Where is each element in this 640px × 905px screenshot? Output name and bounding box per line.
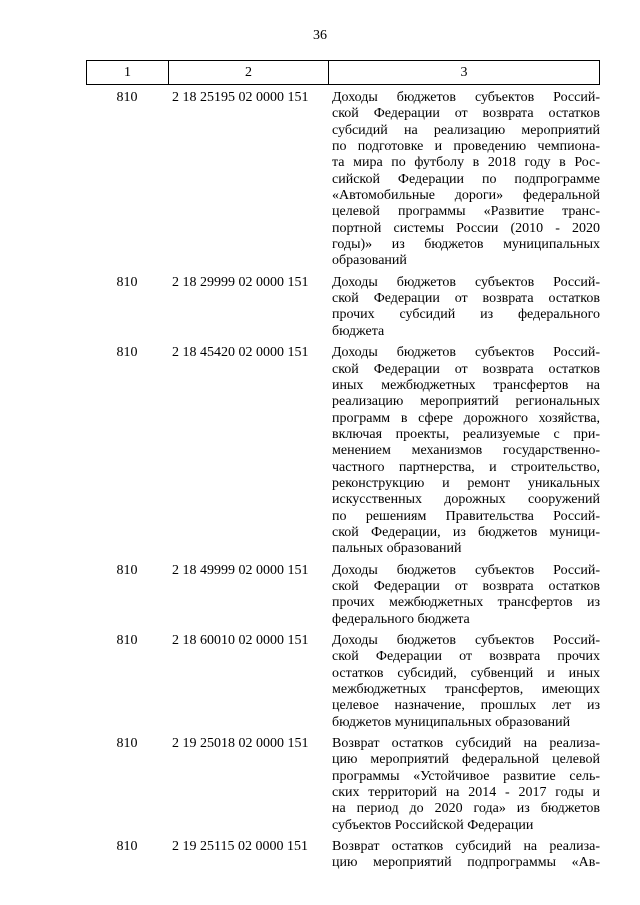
description-line: ской Федерации от возврата остатков	[332, 291, 600, 307]
description-line: прочих субсидий из федерального	[332, 307, 600, 323]
income-description	[328, 345, 600, 557]
description-line: иных межбюджетных трансфертов на	[332, 377, 600, 393]
budget-classification-code: 2 18 45420 02 0000 151	[172, 345, 309, 361]
income-description	[328, 633, 600, 731]
description-line: Доходы бюджетов субъектов Россий-	[332, 90, 600, 105]
description-line: субъектов Российской Федерации	[332, 817, 534, 833]
description-line: федерального бюджета	[332, 611, 470, 627]
description-line: сийской Федерации по подпрограмме	[332, 171, 600, 187]
table-row	[86, 633, 600, 731]
description-line: целевое назначение, прошлых лет из	[332, 698, 600, 714]
description-line: частного партнерства, и строительство,	[332, 459, 600, 475]
budget-code-table	[86, 60, 600, 872]
table-row	[86, 275, 600, 340]
description-line: по подготовке и проведению чемпиона-	[332, 139, 600, 155]
budget-classification-code: 2 19 25018 02 0000 151	[172, 736, 309, 752]
description-line: Возврат остатков субсидий на реализа-	[332, 839, 600, 855]
description-line: межбюджетных трансфертов, имеющих	[332, 682, 600, 698]
income-description	[328, 839, 600, 872]
budget-classification-code: 2 18 29999 02 0000 151	[172, 274, 309, 290]
description-line: Доходы бюджетов субъектов Россий-	[332, 345, 600, 361]
budget-classification-code: 2 18 25195 02 0000 151	[172, 90, 309, 105]
income-description	[328, 563, 600, 628]
admin-code: 810	[116, 633, 138, 648]
description-line: ской Федерации от возврата прочих	[332, 649, 600, 665]
description-line: на период до 2020 года» из бюджетов	[332, 801, 600, 817]
budget-classification-code: 2 18 49999 02 0000 151	[172, 562, 309, 578]
table-row	[86, 563, 600, 628]
admin-code: 810	[116, 736, 138, 752]
table-row	[86, 839, 600, 872]
description-line: цию мероприятий подпрограммы «Ав-	[332, 855, 600, 871]
description-line: программ в сфере дорожного хозяйства,	[332, 410, 600, 426]
description-line: цию мероприятий федеральной целевой	[332, 752, 600, 768]
table-body	[86, 90, 600, 872]
admin-code: 810	[116, 562, 138, 578]
description-line: Доходы бюджетов субъектов Россий-	[332, 274, 600, 290]
budget-classification-code: 2 18 60010 02 0000 151	[172, 633, 309, 648]
description-line: остатков субсидий, субвенций и иных	[332, 665, 600, 681]
admin-code: 810	[116, 274, 138, 290]
description-line: ских территорий на 2014 - 2017 годы и	[332, 785, 600, 801]
description-line: бюджетов муниципальных образований	[332, 714, 571, 730]
description-line: ской Федерации от возврата остатков	[332, 578, 600, 594]
description-line: ской Федерации от возврата остатков	[332, 106, 600, 122]
description-line: та мира по футболу в 2018 году в Рос-	[332, 155, 600, 171]
description-line: целевой программы «Развитие транс-	[332, 204, 600, 220]
table-row	[86, 736, 600, 834]
description-line: портной системы России (2010 - 2020	[332, 220, 600, 236]
description-line: реализацию мероприятий региональных	[332, 394, 600, 410]
description-line: программы «Устойчивое развитие сель-	[332, 768, 600, 784]
page-number: 36	[313, 28, 327, 43]
description-line: менением механизмов государственно-	[332, 443, 600, 459]
income-description	[328, 90, 600, 270]
description-line: ской Федерации от возврата остатков	[332, 361, 600, 377]
income-description	[328, 736, 600, 834]
table-row	[86, 345, 600, 557]
admin-code: 810	[116, 90, 138, 105]
table-row	[86, 90, 600, 270]
table-header	[86, 60, 600, 85]
description-line: искусственных дорожных сооружений	[332, 492, 600, 508]
description-line: бюджета	[332, 323, 385, 339]
admin-code: 810	[116, 839, 138, 855]
description-line: Возврат остатков субсидий на реализа-	[332, 736, 600, 752]
description-line: «Автомобильные дороги» федеральной	[332, 188, 600, 204]
description-line: реконструкцию и ремонт уникальных	[332, 475, 600, 491]
description-line: Доходы бюджетов субъектов Россий-	[332, 633, 600, 648]
header-col-1: 1	[87, 61, 169, 84]
budget-classification-code: 2 19 25115 02 0000 151	[172, 839, 308, 855]
header-col-3: 3	[460, 65, 468, 80]
admin-code: 810	[116, 345, 138, 361]
header-col-2: 2	[169, 61, 329, 84]
description-line: прочих межбюджетных трансфертов из	[332, 595, 600, 611]
income-description	[328, 275, 600, 340]
description-line: ской Федерации, из бюджетов муници-	[332, 524, 600, 540]
description-line: пальных образований	[332, 541, 462, 557]
description-line: образований	[332, 253, 407, 269]
description-line: по решениям Правительства Россий-	[332, 508, 600, 524]
description-line: Доходы бюджетов субъектов Россий-	[332, 562, 600, 578]
description-line: годы)» из бюджетов муниципальных	[332, 237, 600, 253]
description-line: субсидий на реализацию мероприятий	[332, 122, 600, 138]
description-line: включая проекты, реализуемые с при-	[332, 426, 600, 442]
